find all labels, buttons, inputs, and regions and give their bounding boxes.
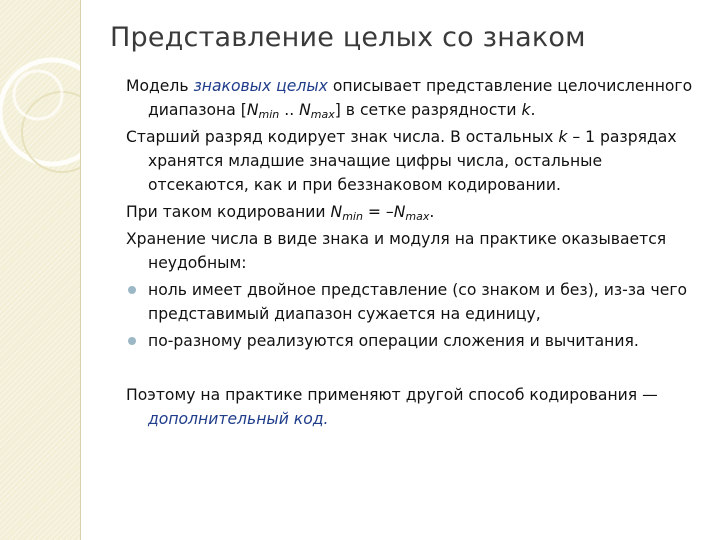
spacer (126, 356, 696, 383)
list-item (126, 329, 696, 353)
text-p1b: описывает представление целочисленного диапазона [ (148, 77, 693, 119)
var-n-max-2: N (393, 203, 406, 221)
paragraph-storage: Хранение числа в виде знака и модуля на практике оказывается неудобным: (126, 230, 667, 272)
sub-min: min (258, 108, 280, 121)
text-p3b: = – (362, 203, 394, 221)
slide-title: Представление целых со знаком (110, 22, 586, 53)
text-p3a: При таком кодировании (126, 203, 331, 221)
decorative-side-band (0, 0, 80, 540)
var-k: k (521, 101, 531, 119)
sub-max-2: max (405, 210, 430, 223)
paragraph-model (126, 74, 696, 122)
paragraph-sign-bit (126, 125, 696, 197)
link-twos-complement[interactable]: дополнительный код. (148, 410, 329, 428)
sub-max: max (310, 108, 335, 121)
text-p2a: Старший разряд кодирует знак числа. В остальных (126, 128, 559, 146)
bullet-dot-icon (128, 286, 136, 294)
var-n-max: N (299, 101, 311, 119)
link-signed-integers[interactable]: знаковых целых (193, 77, 328, 95)
list-item (126, 278, 696, 326)
side-divider (80, 0, 81, 540)
var-n-min-2: N (330, 203, 343, 221)
text-p1e: . (530, 101, 536, 119)
decorative-circles (0, 0, 80, 540)
text-p5a: Поэтому на практике применяют другой способ кодирования — (126, 386, 658, 404)
text-p1c: .. (279, 101, 300, 119)
paragraph-conclusion (126, 383, 696, 431)
text-p1a: Модель (126, 77, 194, 95)
bullet-list (126, 278, 696, 353)
text-p3c: . (429, 203, 435, 221)
bullet-text: ноль имеет двойное представление (со знаком и без), из-за чего представимый диапазон сужается на единицу, (148, 281, 688, 323)
var-n-min: N (246, 101, 259, 119)
text-p1d: ] в сетке разрядности (334, 101, 522, 119)
bullet-text: по-разному реализуются операции сложения и вычитания. (148, 332, 639, 350)
var-k-2: k (558, 128, 568, 146)
sub-min-2: min (342, 210, 363, 223)
slide-content (126, 74, 696, 434)
paragraph-range (126, 200, 696, 224)
text-p2b: – 1 разрядах хранятся младшие значащие цифры числа, остальные отсекаются, как и при беззнаковом кодировании. (148, 128, 677, 194)
bullet-dot-icon (128, 337, 136, 345)
